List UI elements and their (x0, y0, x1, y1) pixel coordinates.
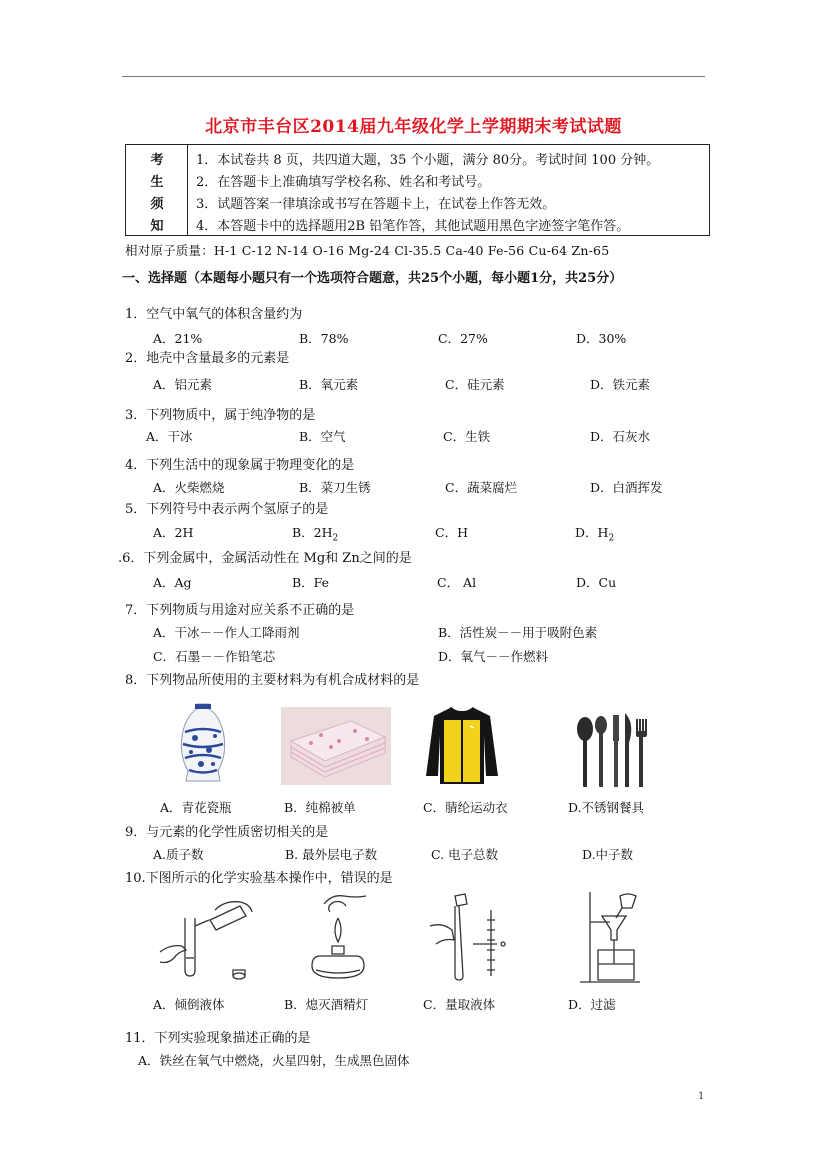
cotton-bedsheet-image (281, 707, 391, 785)
option: C．27% (438, 331, 488, 346)
question-stem: 2．地壳中含量最多的元素是 (125, 351, 290, 366)
page-title: 北京市丰台区2014届九年级化学上学期期末考试试题 (205, 117, 622, 137)
question-stem: 5．下列符号中表示两个氢原子的是 (125, 502, 329, 517)
question-stem: 3．下列物质中，属于纯净物的是 (125, 408, 316, 423)
question-stem: 1．空气中氧气的体积含量约为 (125, 307, 303, 322)
option: B．空气 (299, 429, 346, 444)
question-stem: 7．下列物质与用途对应关系不正确的是 (125, 603, 355, 618)
acrylic-jacket-image (424, 704, 500, 786)
option: D．过滤 (568, 997, 616, 1012)
option: C．H (435, 525, 468, 540)
option: B．78% (299, 331, 349, 346)
option: A．青花瓷瓶 (160, 800, 232, 815)
option: C． Al (437, 575, 477, 590)
option: D.不锈钢餐具 (568, 800, 645, 815)
notice-item: 2．在答题卡上准确填写学校名称、姓名和考试号。 (196, 175, 491, 190)
option: A．铝元素 (153, 377, 213, 392)
notice-label-char: 知 (150, 219, 164, 234)
alcohol-lamp-diagram (300, 890, 380, 985)
option: D．$H_2$ (575, 525, 615, 544)
option: A．2H (153, 525, 194, 540)
option: D．氧气－－作燃料 (438, 649, 549, 664)
option: D．30% (576, 331, 627, 346)
option: C．蔬菜腐烂 (445, 480, 518, 495)
notice-item: 4．本答题卡中的选择题用2B 铅笔作答，其他试题用黑色字迹签字笔作答。 (196, 219, 630, 234)
option: C．量取液体 (423, 997, 496, 1012)
question-stem: .6．下列金属中，金属活动性在 Mg和 Zn之间的是 (118, 551, 412, 566)
notice-label-char: 生 (150, 175, 164, 190)
option: B．氧元素 (299, 377, 359, 392)
option: D．Cu (576, 575, 617, 590)
option: A．火柴燃烧 (153, 480, 225, 495)
porcelain-vase-image (175, 702, 231, 788)
atomic-masses: 相对原子质量：H-1 C-12 N-14 O-16 Mg-24 Cl-35.5 Ca-40 Fe-56 Cu-64 Zn-65 (125, 243, 610, 258)
option: B．熄灭酒精灯 (284, 997, 369, 1012)
notice-label-char: 考 (150, 153, 164, 168)
option: D.中子数 (582, 847, 634, 862)
page-number: 1 (698, 1091, 705, 1102)
option: B．活性炭－－用于吸附色素 (438, 625, 598, 640)
option: A．干冰－－作人工降雨剂 (153, 625, 300, 640)
option: C．生铁 (443, 429, 491, 444)
option: C. 电子总数 (431, 847, 499, 862)
question-stem: 4．下列生活中的现象属于物理变化的是 (125, 458, 355, 473)
notice-box (125, 144, 710, 236)
question-stem: 8．下列物品所使用的主要材料为有机合成材料的是 (125, 673, 420, 688)
option: B．菜刀生锈 (299, 480, 371, 495)
pouring-liquid-diagram (155, 890, 255, 985)
notice-label-char: 须 (150, 197, 164, 212)
section-heading: 一、选择题（本题每小题只有一个选项符合题意，共25个小题，每小题1分，共25分） (122, 271, 623, 286)
filtration-diagram (572, 888, 652, 988)
option: B．纯棉被单 (284, 800, 356, 815)
stainless-cutlery-image (575, 709, 655, 789)
question-stem: 11．下列实验现象描述正确的是 (125, 1031, 311, 1046)
option: D．石灰水 (590, 429, 651, 444)
option: C．硅元素 (445, 377, 505, 392)
question-stem: 10.下图所示的化学实验基本操作中，错误的是 (125, 871, 393, 886)
option: A．干冰 (146, 429, 193, 444)
option: A．倾倒液体 (153, 997, 225, 1012)
notice-item: 1．本试卷共 8 页，共四道大题，35 个小题，满分 80分。考试时间 100 分钟。 (196, 153, 660, 168)
option: B．Fe (292, 575, 330, 590)
option: B．$2H_2$ (292, 525, 339, 544)
option: A．Ag (153, 575, 192, 590)
option: D．铁元素 (590, 377, 651, 392)
question-stem: 9．与元素的化学性质密切相关的是 (125, 825, 329, 840)
option: A.质子数 (153, 847, 204, 862)
option: C．石墨－－作铅笔芯 (153, 649, 276, 664)
option: D．白酒挥发 (590, 480, 663, 495)
option: B. 最外层电子数 (285, 847, 378, 862)
measuring-cylinder-diagram (425, 890, 515, 985)
option: C．腈纶运动衣 (423, 800, 508, 815)
option: A．铁丝在氧气中燃烧，火星四射，生成黑色固体 (138, 1053, 410, 1068)
notice-item: 3．试题答案一律填涂或书写在答题卡上，在试卷上作答无效。 (196, 197, 556, 212)
header-rule (122, 76, 705, 77)
notice-label-column (126, 145, 188, 235)
option: A．21% (153, 331, 203, 346)
